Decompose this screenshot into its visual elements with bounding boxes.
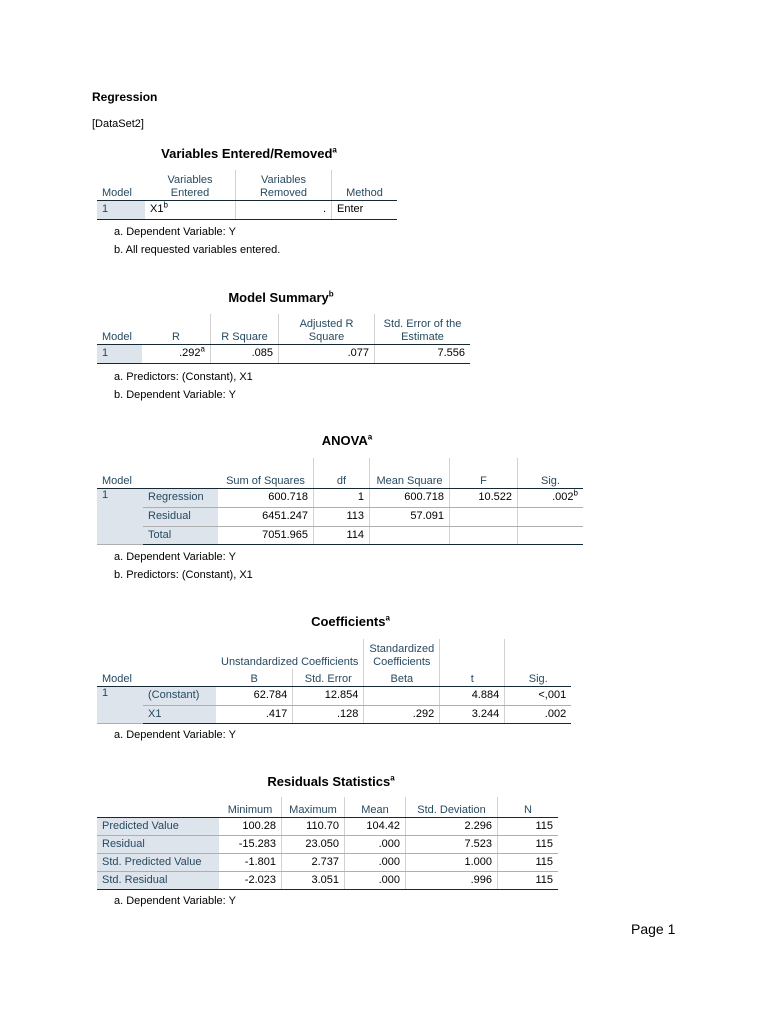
model-summary-title: Model Summary$^b$ (228, 289, 334, 305)
footnote: a. Dependent Variable: Y (114, 895, 236, 907)
row-label: Residual (97, 835, 219, 853)
row-label: Regression (143, 488, 218, 507)
row-label: Std. Residual (97, 871, 219, 889)
cell-std-error: 7.556 (375, 344, 471, 363)
cell-maximum: 23.050 (282, 835, 345, 853)
col-maximum: Maximum (282, 797, 345, 817)
table-row (97, 871, 558, 889)
col-std-error-estimate: Std. Error of the Estimate (375, 314, 471, 344)
col-mean: Mean (345, 797, 406, 817)
cell-b: 62.784 (216, 686, 293, 705)
cell-sig: .002$^b$ (518, 488, 584, 507)
table-row (97, 686, 571, 705)
cell-sig: .002 (505, 705, 572, 723)
cell-adjusted-r-square: .077 (279, 344, 375, 363)
row-label: X1 (143, 705, 216, 723)
col-model: Model (97, 170, 145, 200)
col-standardized-coefficients: Standardized Coefficients (364, 639, 440, 669)
cell-n: 115 (498, 853, 559, 871)
cell-minimum: -1.801 (219, 853, 282, 871)
cell-minimum: -15.283 (219, 835, 282, 853)
footnote: a. Dependent Variable: Y (114, 551, 236, 563)
col-t-spacer (440, 639, 505, 669)
cell-df: 1 (314, 488, 370, 507)
cell-df: 114 (314, 526, 370, 544)
row-label: Std. Predicted Value (97, 853, 219, 871)
col-mean-square: Mean Square (370, 458, 450, 488)
residuals-statistics-title: Residuals Statistics$^a$ (267, 773, 395, 789)
anova-table (97, 458, 583, 545)
cell-method: Enter (332, 200, 398, 219)
cell-entered: X1$^b$ (145, 200, 236, 219)
col-model: Model (97, 314, 142, 344)
table-row (97, 817, 558, 835)
col-sum-of-squares: Sum of Squares (218, 458, 314, 488)
cell-std-deviation: 7.523 (406, 835, 498, 853)
cell-std-deviation: .996 (406, 871, 498, 889)
cell-removed: . (236, 200, 332, 219)
col-t: t (440, 669, 505, 686)
cell-ss: 600.718 (218, 488, 314, 507)
col-row-label (143, 458, 218, 488)
cell-model: 1 (97, 488, 143, 544)
residuals-statistics-table (97, 797, 558, 890)
cell-b: .417 (216, 705, 293, 723)
col-method: Method (332, 170, 398, 200)
footnote: a. Predictors: (Constant), X1 (114, 371, 253, 383)
row-label: (Constant) (143, 686, 216, 705)
col-r-square: R Square (211, 314, 279, 344)
col-sig: Sig. (505, 669, 572, 686)
cell-maximum: 110.70 (282, 817, 345, 835)
cell-std-error: .128 (293, 705, 364, 723)
cell-mean: .000 (345, 853, 406, 871)
cell-n: 115 (498, 817, 559, 835)
col-sig: Sig. (518, 458, 584, 488)
col-variables-entered: Variables Entered (145, 170, 236, 200)
cell-model: 1 (97, 344, 142, 363)
cell-r: .292$^a$ (142, 344, 211, 363)
col-sig-spacer (505, 639, 572, 669)
col-n: N (498, 797, 559, 817)
variables-entered-table (97, 170, 397, 220)
anova-title: ANOVA$^a$ (321, 432, 373, 448)
cell-minimum: -2.023 (219, 871, 282, 889)
cell-sig (518, 507, 584, 526)
row-label: Predicted Value (97, 817, 219, 835)
table-row (97, 488, 583, 507)
col-minimum: Minimum (219, 797, 282, 817)
cell-ms: 57.091 (370, 507, 450, 526)
table-row (97, 200, 397, 219)
cell-n: 115 (498, 871, 559, 889)
cell-mean: .000 (345, 871, 406, 889)
table-row (97, 835, 558, 853)
cell-n: 115 (498, 835, 559, 853)
page-number: Page 1 (631, 921, 676, 937)
cell-f (450, 507, 518, 526)
footnote: b. Predictors: (Constant), X1 (114, 569, 253, 581)
cell-ms: 600.718 (370, 488, 450, 507)
model-summary-table (97, 314, 470, 364)
cell-maximum: 3.051 (282, 871, 345, 889)
table-row (97, 507, 583, 526)
variables-entered-title: Variables Entered/Removed$^a$ (161, 145, 337, 161)
col-std-deviation: Std. Deviation (406, 797, 498, 817)
coefficients-title: Coefficients$^a$ (311, 613, 390, 629)
cell-sig (518, 526, 584, 544)
col-model: Model (97, 458, 143, 488)
table-row (97, 526, 583, 544)
col-row-label (143, 669, 216, 686)
coefficients-table (97, 639, 571, 724)
col-row-label (97, 797, 219, 817)
cell-ss: 6451.247 (218, 507, 314, 526)
cell-df: 113 (314, 507, 370, 526)
cell-maximum: 2.737 (282, 853, 345, 871)
cell-f (450, 526, 518, 544)
col-beta: Beta (364, 669, 440, 686)
cell-beta (364, 686, 440, 705)
col-unstandardized-coefficients: Unstandardized Coefficients (216, 639, 364, 669)
col-b: B (216, 669, 293, 686)
cell-sig: <,001 (505, 686, 572, 705)
col-df: df (314, 458, 370, 488)
col-f: F (450, 458, 518, 488)
cell-r-square: .085 (211, 344, 279, 363)
section-heading: Regression (92, 90, 158, 104)
footnote: b. Dependent Variable: Y (114, 389, 236, 401)
cell-beta: .292 (364, 705, 440, 723)
table-row (97, 344, 470, 363)
cell-minimum: 100.28 (219, 817, 282, 835)
cell-std-deviation: 1.000 (406, 853, 498, 871)
cell-mean: .000 (345, 835, 406, 853)
cell-model: 1 (97, 686, 143, 723)
dataset-label: [DataSet2] (92, 118, 144, 130)
cell-t: 4.884 (440, 686, 505, 705)
footnote: a. Dependent Variable: Y (114, 729, 236, 741)
cell-mean: 104.42 (345, 817, 406, 835)
table-row (97, 853, 558, 871)
cell-ss: 7051.965 (218, 526, 314, 544)
cell-t: 3.244 (440, 705, 505, 723)
cell-model: 1 (97, 200, 145, 219)
col-variables-removed: Variables Removed (236, 170, 332, 200)
cell-std-error: 12.854 (293, 686, 364, 705)
footnote: b. All requested variables entered. (114, 244, 281, 256)
cell-std-deviation: 2.296 (406, 817, 498, 835)
col-model-spacer (97, 639, 143, 669)
col-std-error: Std. Error (293, 669, 364, 686)
cell-f: 10.522 (450, 488, 518, 507)
col-model: Model (97, 669, 143, 686)
footnote: a. Dependent Variable: Y (114, 226, 236, 238)
table-row (97, 705, 571, 723)
row-label: Residual (143, 507, 218, 526)
col-r: R (142, 314, 211, 344)
col-label-spacer (143, 639, 216, 669)
col-adjusted-r-square: Adjusted R Square (279, 314, 375, 344)
row-label: Total (143, 526, 218, 544)
cell-ms (370, 526, 450, 544)
